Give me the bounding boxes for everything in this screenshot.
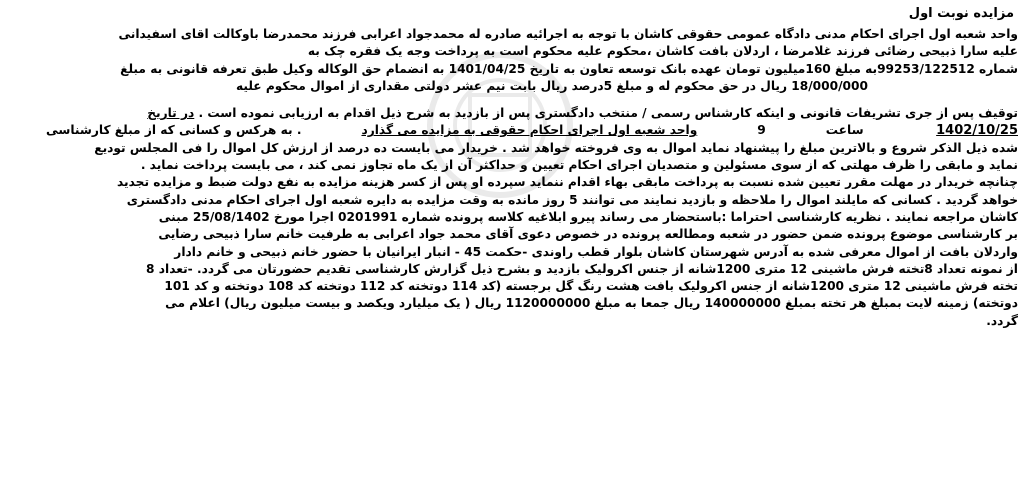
para2-intro-line — [6, 105, 1018, 122]
para2-line-4: خواهد گردید . کسانی که مایلند اموال را ملاحظه و بازدید نمایند می توانند 5 روز مانده به وقت مزایده به دایره شعبه اول اجرای احکام مدنی دادگستری — [126, 192, 1018, 207]
para2-line-2: نماید و مابقی را ظرف مهلتی که از سوی مسئولین و متصدیان اجرای احکام تعیین و حداکثر آن از یک ماه تجاوز نمی کند ، می بایست پرداخت نماید . — [140, 158, 1018, 173]
auction-date-line — [6, 122, 1018, 139]
para2-line-3: چنانچه خریدار در مهلت مقرر تعیین شده نسبت به پرداخت مابقی بهاء اقدام ننماید سپرده او پس از کسر هزینه مزایده به نفع دولت ضبط و مزایده تجدید — [117, 175, 1018, 190]
para2-line-11: گردد. — [986, 313, 1018, 328]
para2-line-5: کاشان مراجعه نمایند . نظریه کارشناسی احتراما :باستحضار می رساند پیرو ابلاغیه کلاسه پرونده شماره 0201991 اجرا مورخ 25/08/1402 مبنی — [158, 209, 1018, 224]
date-label: در تاریخ — [147, 106, 195, 121]
para1-line-3: شماره 99253/122512به مبلغ 160میلیون تومان عهده بانک توسعه تعاون به تاریخ 1401/04/25 به انضمام حق الوکاله وکیل طبق تعرفه قانونی به مبلغ — [120, 61, 1018, 76]
para1-line-4: 18/000/000 ریال در حق محکوم له و مبلغ 5درصد ریال بابت نیم عشر دولتی مقداری از اموال محکوم علیه — [235, 78, 868, 93]
auction-time: 9 — [757, 123, 766, 138]
para2-line-6: بر کارشناسی موضوع پرونده ضمن حضور در شعبه ومطالعه پرونده در خصوص دعوی آقای محمد جواد اعرابی به طرفیت خانم سارا ذبیحی رضایی — [158, 227, 1018, 242]
date-line-tail: . به هرکس و کسانی که از مبلغ کارشناسی — [46, 123, 302, 138]
para1-line-1: واحد شعبه اول اجرای احکام مدنی دادگاه عمومی حقوقی کاشان با توجه به اجرائیه صادره له محمدجواد اعرابی فرزند محمدرضا باوکالت اقای اسفیدانی — [118, 27, 1018, 41]
para2-line-7: واردلان بافت از اموال معرفی شده به آدرس شهرستان کاشان بلوار قطب راوندی -حکمت 45 - انبار ایرانیان با حضور خانم ذبیحی و خانم دادار — [174, 244, 1018, 259]
auction-unit-text: واحد شعبه اول اجرای احکام حقوقی به مزایده می گذارد — [361, 123, 698, 138]
para1-line-2: علیه سارا ذبیحی رضائی فرزند غلامرضا ، اردلان بافت کاشان ،محکوم علیه محکوم است به پرداخت وجه یک فقره چک به — [307, 44, 1018, 59]
para2-line-9: تخته فرش ماشینی 12 متری 1200شانه از جنس اکرولیک بافت هشت رنگ گل برجسته (کد 114 دوتخته کد 112 دوتخته کد 108 دوتخته و کد 101 — [164, 279, 1018, 294]
auction-time-label: ساعت — [825, 123, 864, 138]
para2-intro: توقیف پس از جری تشریفات قانونی و اینکه کارشناس رسمی / منتخب دادگستری پس از بازدید به شرح ذیل اقدام به ارزیابی نموده است . — [198, 106, 1018, 121]
auction-date: 1402/10/25 — [936, 123, 1018, 139]
document-title: مزایده نوبت اول — [908, 6, 1014, 21]
para2-line-1: شده ذیل الذکر شروع و بالاترین مبلغ را پیشنهاد نماید اموال به وی فروخته خواهد شد . خریدار می بایست ده درصد از ارزش کل اموال را فی المجلس تودیع — [94, 140, 1018, 155]
para2-line-8: از نمونه تعداد 8تخته فرش ماشینی 12 متری 1200شانه از جنس اکرولیک بازدید و بشرح ذیل گزارش کارشناسی تقدیم حضورتان می گردد. -تعداد 8 — [146, 261, 1018, 276]
para2-line-10: دوتخته) زمینه لایت بمبلغ هر تخته بمبلغ 140000000 ریال جمعا به مبلغ 1120000000 ریال ( یک میلیارد ویکصد و بیست میلیون ریال) اعلام می — [165, 296, 1018, 311]
spacer — [6, 95, 1018, 105]
